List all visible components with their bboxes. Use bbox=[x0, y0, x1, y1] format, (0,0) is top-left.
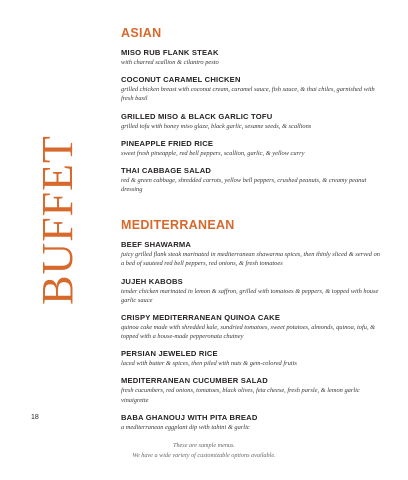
section-title: MEDITERRANEAN bbox=[121, 218, 235, 233]
menu-item-description: juicy grilled flank steak marinated in mediterranean shawarma spices, then thinly sliced & served on a bed of sauteed red bell peppers, red onions, & fresh tomatoes bbox=[121, 251, 380, 268]
menu-item bbox=[121, 349, 383, 368]
footer-line: We have a wide variety of customizable options available. bbox=[132, 451, 276, 459]
menu-item-description: sweet fresh pineapple, red bell peppers, scallion, garlic, & yellow curry bbox=[121, 149, 305, 157]
menu-content bbox=[121, 26, 383, 440]
menu-item-name: BABA GHANOUJ WITH PITA BREAD bbox=[121, 412, 258, 422]
menu-section-mediterranean bbox=[121, 218, 383, 432]
footer-line: These are sample menus. bbox=[173, 442, 235, 449]
menu-item-description: grilled chicken breast with coconut cream, caramel sauce, fish sauce, & thai chiles, garnished with fresh basil bbox=[121, 86, 375, 103]
menu-item-name: CRISPY MEDITERRANEAN QUINOA CAKE bbox=[121, 312, 281, 322]
menu-item-description: laced with butter & spices, then piled with nuts & gem-colored fruits bbox=[121, 360, 297, 368]
menu-item-description: red & green cabbage, shredded carrots, yellow bell peppers, crushed peanuts, & creamy peanut dressing bbox=[121, 177, 367, 194]
menu-section-asian bbox=[121, 26, 383, 194]
menu-item-name: JUJEH KABOBS bbox=[121, 276, 183, 286]
menu-item-name: BEEF SHAWARMA bbox=[121, 240, 192, 250]
menu-item bbox=[121, 240, 383, 268]
menu-item bbox=[121, 313, 383, 341]
menu-item-name: COCONUT CARAMEL CHICKEN bbox=[121, 75, 241, 85]
menu-item bbox=[121, 166, 383, 194]
menu-item bbox=[121, 112, 383, 131]
side-title-text: BUFFET bbox=[33, 135, 82, 305]
menu-item bbox=[121, 376, 383, 404]
menu-item-name: PINEAPPLE FRIED RICE bbox=[121, 138, 214, 148]
menu-item bbox=[121, 48, 383, 67]
side-title bbox=[28, 135, 88, 305]
menu-item bbox=[121, 139, 383, 158]
section-title: ASIAN bbox=[121, 26, 162, 40]
menu-item-name: GRILLED MISO & BLACK GARLIC TOFU bbox=[121, 111, 273, 121]
menu-item bbox=[121, 413, 383, 432]
menu-item bbox=[121, 75, 383, 103]
menu-item-description: quinoa cake made with shredded kale, sundried tomatoes, sweet potatoes, almonds, quinoa, tofu, & topped with a house-made pepperonata chutney bbox=[121, 323, 376, 340]
menu-item-description: grilled tofu with honey miso glaze, black garlic, sesame seeds, & scallions bbox=[121, 122, 312, 130]
menu-item bbox=[121, 277, 383, 305]
menu-item-description: with charred scallion & cilantro pesto bbox=[121, 59, 219, 67]
menu-item-description: tender chicken marinated in lemon & saffron, grilled with tomatoes & peppers, & topped with house garlic sauce bbox=[121, 287, 379, 304]
footer-note bbox=[0, 441, 408, 460]
menu-item-name: MEDITERRANEAN CUCUMBER SALAD bbox=[121, 376, 268, 386]
menu-item-name: THAI CABBAGE SALAD bbox=[121, 165, 212, 175]
page-number: 18 bbox=[31, 414, 39, 421]
menu-item-description: fresh cucumbers, red onions, tomatoes, black olives, feta cheese, fresh parsle, & lemon garlic vinaigrette bbox=[121, 387, 360, 404]
menu-item-description: a mediterranean eggplant dip with tahini & garlic bbox=[121, 423, 250, 431]
menu-item-name: MISO RUB FLANK STEAK bbox=[121, 48, 219, 57]
menu-item-name: PERSIAN JEWELED RICE bbox=[121, 349, 218, 359]
